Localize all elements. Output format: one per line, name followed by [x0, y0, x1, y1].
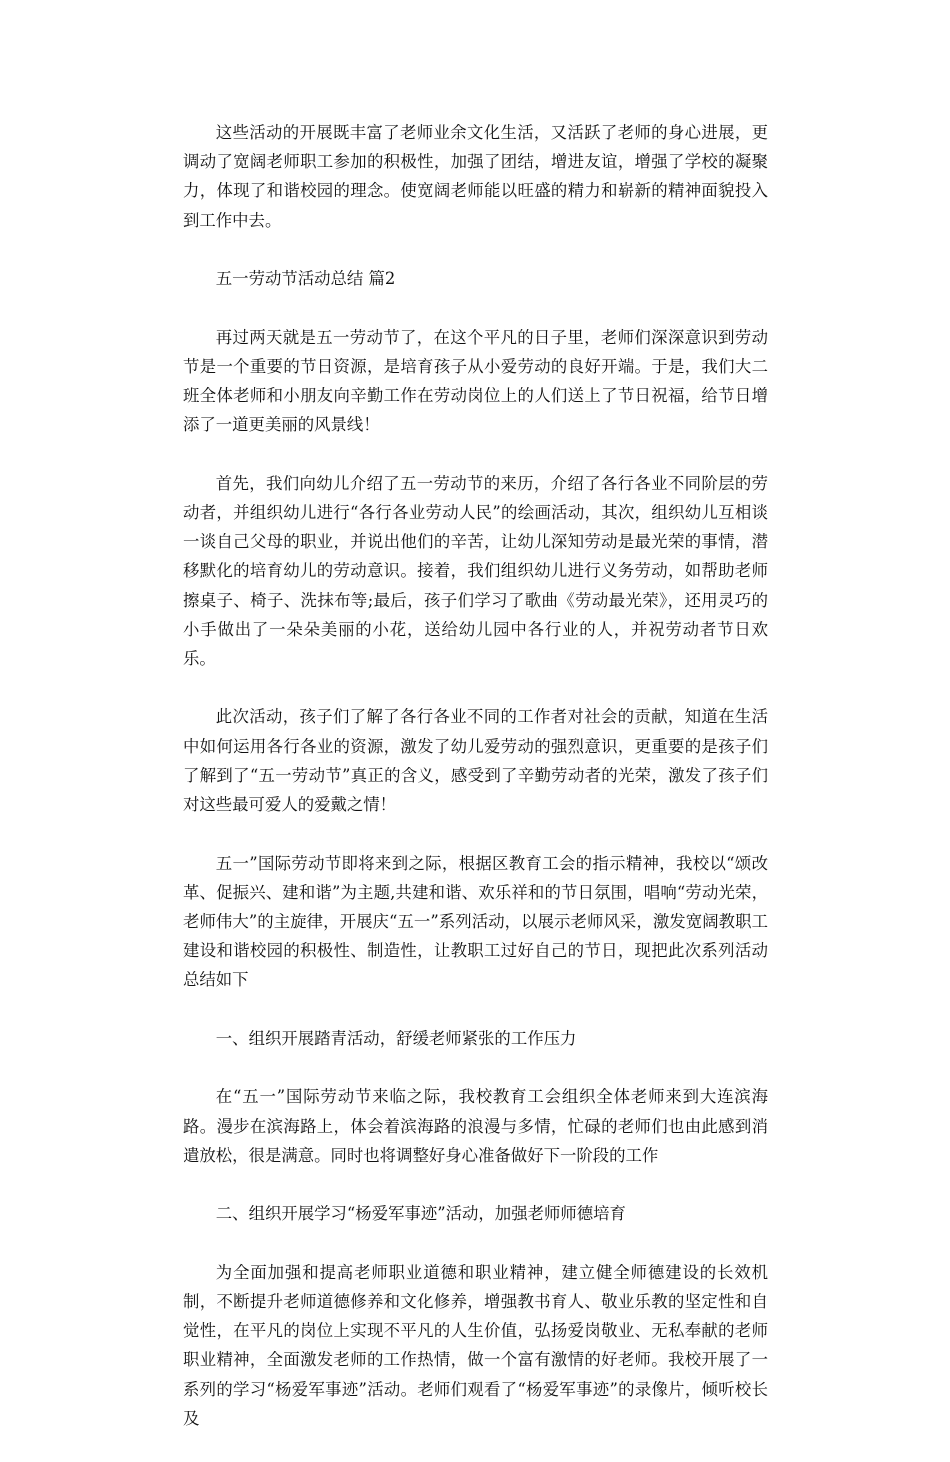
- paragraph-first-steps: 首先，我们向幼儿介绍了五一劳动节的来历，介绍了各行各业不同阶层的劳动者，并组织幼儿进行“各行各业劳动人民”的绘画活动，其次，组织幼儿互相谈一谈自己父母的职业，并说出他们的辛苦，让幼儿深知劳动是最光荣的事情，潜移默化的培育幼儿的劳动意识。接着，我们组织幼儿进行义务劳动，如帮助老师擦桌子、椅子、洗抹布等;最后，孩子们学习了歌曲《劳动最光荣》，还用灵巧的小手做出了一朵朵美丽的小花，送给幼儿园中各行业的人，并祝劳动者节日欢乐。: [183, 473, 768, 668]
- paragraph-activity-result: 此次活动，孩子们了解了各行各业不同的工作者对社会的贡献，知道在生活中如何运用各行各业的资源，激发了幼儿爱劳动的强烈意识，更重要的是孩子们了解到了“五一劳动节”真正的含义，感受到了辛勤劳动者的光荣，激发了孩子们对这些最可爱人的爱戴之情！: [183, 707, 768, 815]
- paragraph-study: 为全面加强和提高老师职业道德和职业精神，建立健全师德建设的长效机制，不断提升老师道德修养和文化修养，增强教书育人、敬业乐教的坚定性和自觉性，在平凡的岗位上实现不平凡的人生价值，弘扬爱岗敬业、无私奉献的老师职业精神，全面激发老师的工作热情，做一个富有激情的好老师。我校开展了一系列的学习“杨爱军事迹”活动。老师们观看了“杨爱军事迹”的录像片，倾听校长及: [183, 1262, 768, 1428]
- document-body: [183, 118, 768, 1462]
- paragraph-school-summary: 五一”国际劳动节即将来到之际，根据区教育工会的指示精神，我校以“颂改革、促振兴、建和谐”为主题,共建和谐、欢乐祥和的节日氛围，唱响“劳动光荣，老师伟大”的主旋律，开展庆“五一”系列活动，以展示老师风采，激发宽阔教职工建设和谐校园的积极性、制造性，让教职工过好自己的节日，现把此次系列活动总结如下: [183, 853, 768, 990]
- paragraph-outing: 在“五一”国际劳动节来临之际，我校教育工会组织全体老师来到大连滨海路。漫步在滨海路上，体会着滨海路的浪漫与多情，忙碌的老师们也由此感到消遣放松，很是满意。同时也将调整好身心准备做好下一阶段的工作: [183, 1087, 768, 1165]
- subheading-study: 二、组织开展学习“杨爱军事迹”活动，加强老师师德培育: [215, 1204, 626, 1224]
- paragraph-activities-summary: 这些活动的开展既丰富了老师业余文化生活，又活跃了老师的身心进展，更调动了宽阔老师职工参加的积极性，加强了团结，增进友谊，增强了学校的凝聚力，体现了和谐校园的理念。使宽阔老师能以旺盛的精力和崭新的精神面貌投入到工作中去。: [183, 123, 768, 230]
- section-title: 五一劳动节活动总结 篇2: [215, 269, 396, 289]
- paragraph-intro: 再过两天就是五一劳动节了，在这个平凡的日子里，老师们深深意识到劳动节是一个重要的节日资源，是培育孩子从小爱劳动的良好开端。于是，我们大二班全体老师和小朋友向辛勤工作在劳动岗位上的人们送上了节日祝福，给节日增添了一道更美丽的风景线！: [183, 327, 768, 435]
- subheading-outing: 一、组织开展踏青活动，舒缓老师紧张的工作压力: [215, 1028, 577, 1048]
